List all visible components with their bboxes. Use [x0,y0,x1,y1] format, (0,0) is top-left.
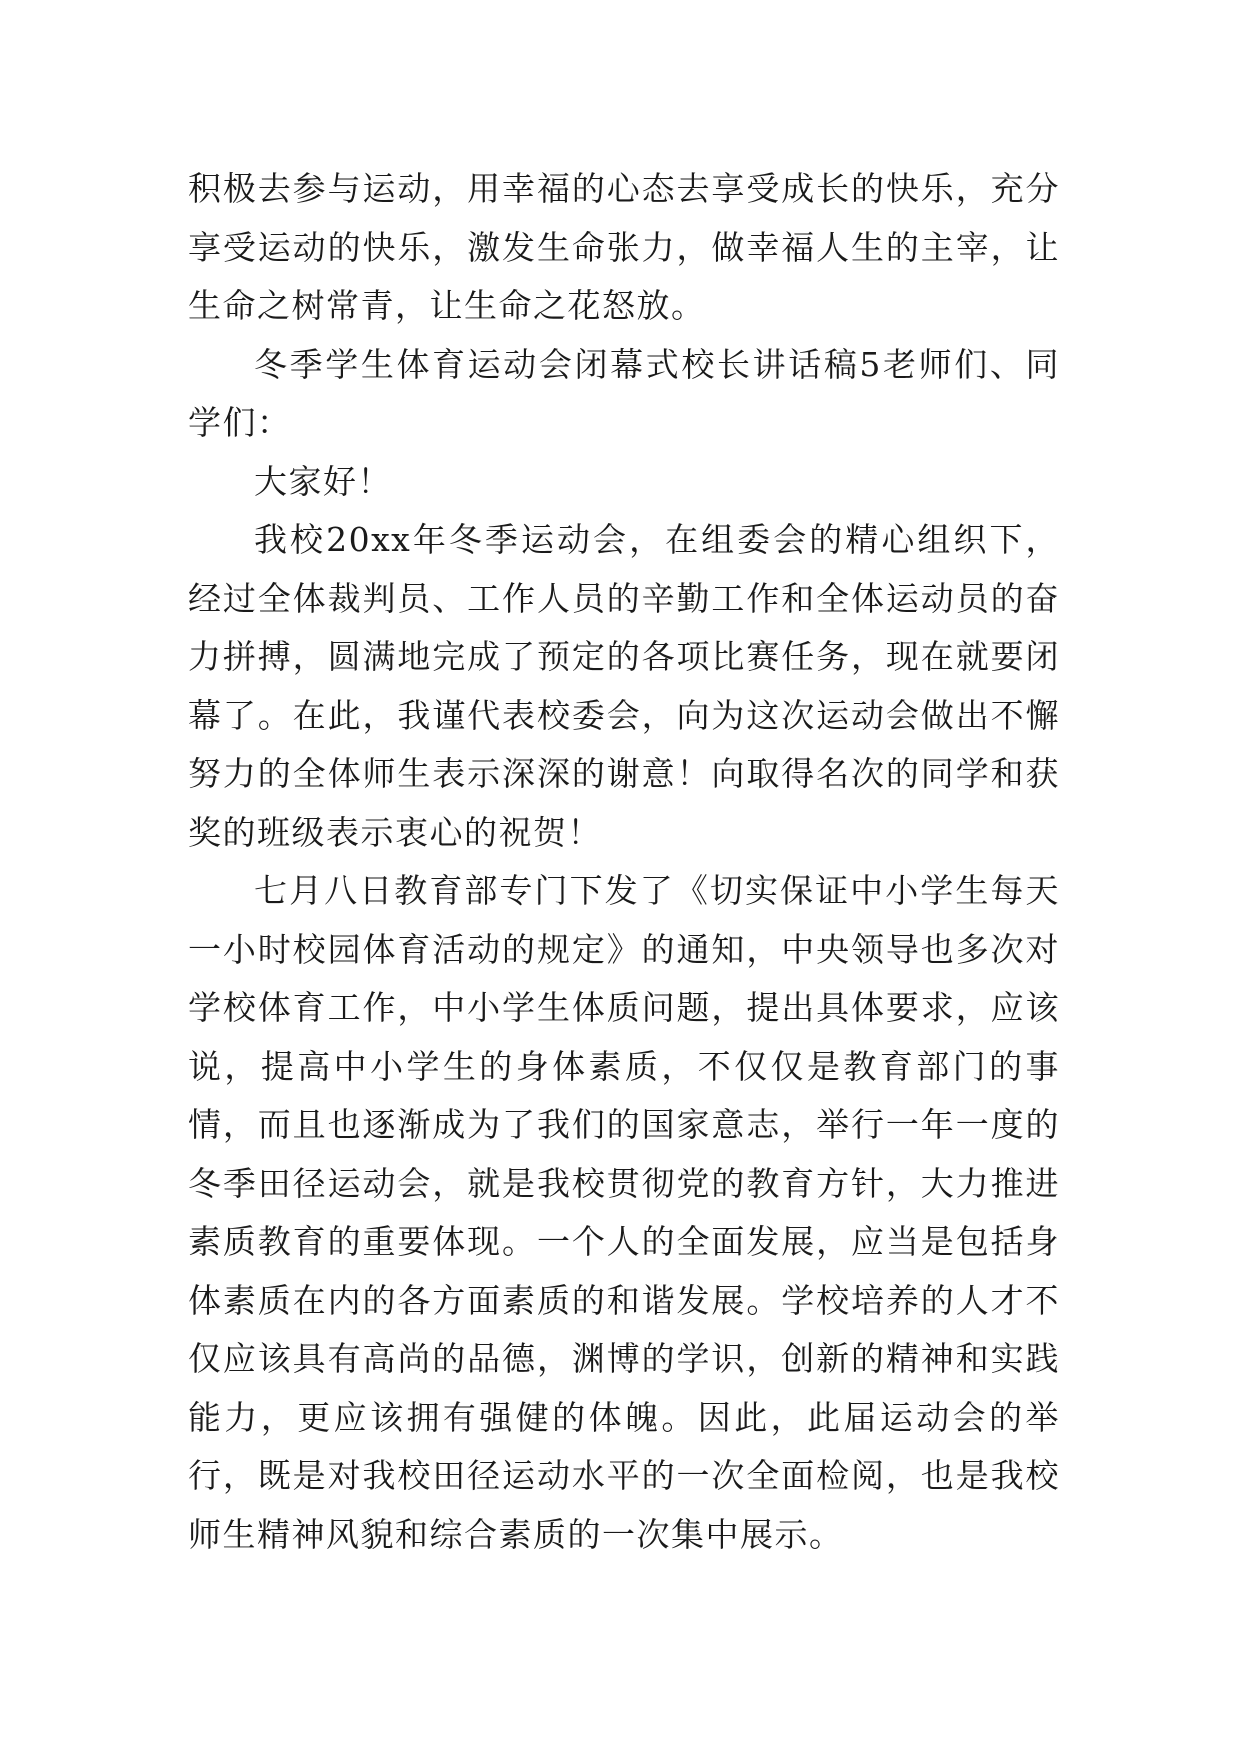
paragraph-closing-summary: 我校20xx年冬季运动会，在组委会的精心组织下，经过全体裁判员、工作人员的辛勤工作和全体运动员的奋力拼搏，圆满地完成了预定的各项比赛任务，现在就要闭幕了。在此，我谨代表校委会，向为这次运动会做出不懈努力的全体师生表示深深的谢意！向取得名次的同学和获奖的班级表示衷心的祝贺！ [188,520,1060,852]
paragraph-speech-title: 冬季学生体育运动会闭幕式校长讲话稿5老师们、同学们： [188,344,1060,442]
document-body [188,160,1060,1564]
paragraph-policy-significance: 七月八日教育部专门下发了《切实保证中小学生每天一小时校园体育活动的规定》的通知，中央领导也多次对学校体育工作，中小学生体质问题，提出具体要求，应该说，提高中小学生的身体素质，不仅仅是教育部门的事情，而且也逐渐成为了我们的国家意志，举行一年一度的冬季田径运动会，就是我校贯彻党的教育方针，大力推进素质教育的重要体现。一个人的全面发展，应当是包括身体素质在内的各方面素质的和谐发展。学校培养的人才不仅应该具有高尚的品德，渊博的学识，创新的精神和实践能力，更应该拥有强健的体魄。因此，此届运动会的举行，既是对我校田径运动水平的一次全面检阅，也是我校师生精神风貌和综合素质的一次集中展示。 [188,871,1060,1554]
paragraph-continuation: 积极去参与运动，用幸福的心态去享受成长的快乐，充分享受运动的快乐，激发生命张力，做幸福人生的主宰，让生命之树常青，让生命之花怒放。 [188,169,1060,325]
paragraph-greeting: 大家好！ [254,461,392,501]
